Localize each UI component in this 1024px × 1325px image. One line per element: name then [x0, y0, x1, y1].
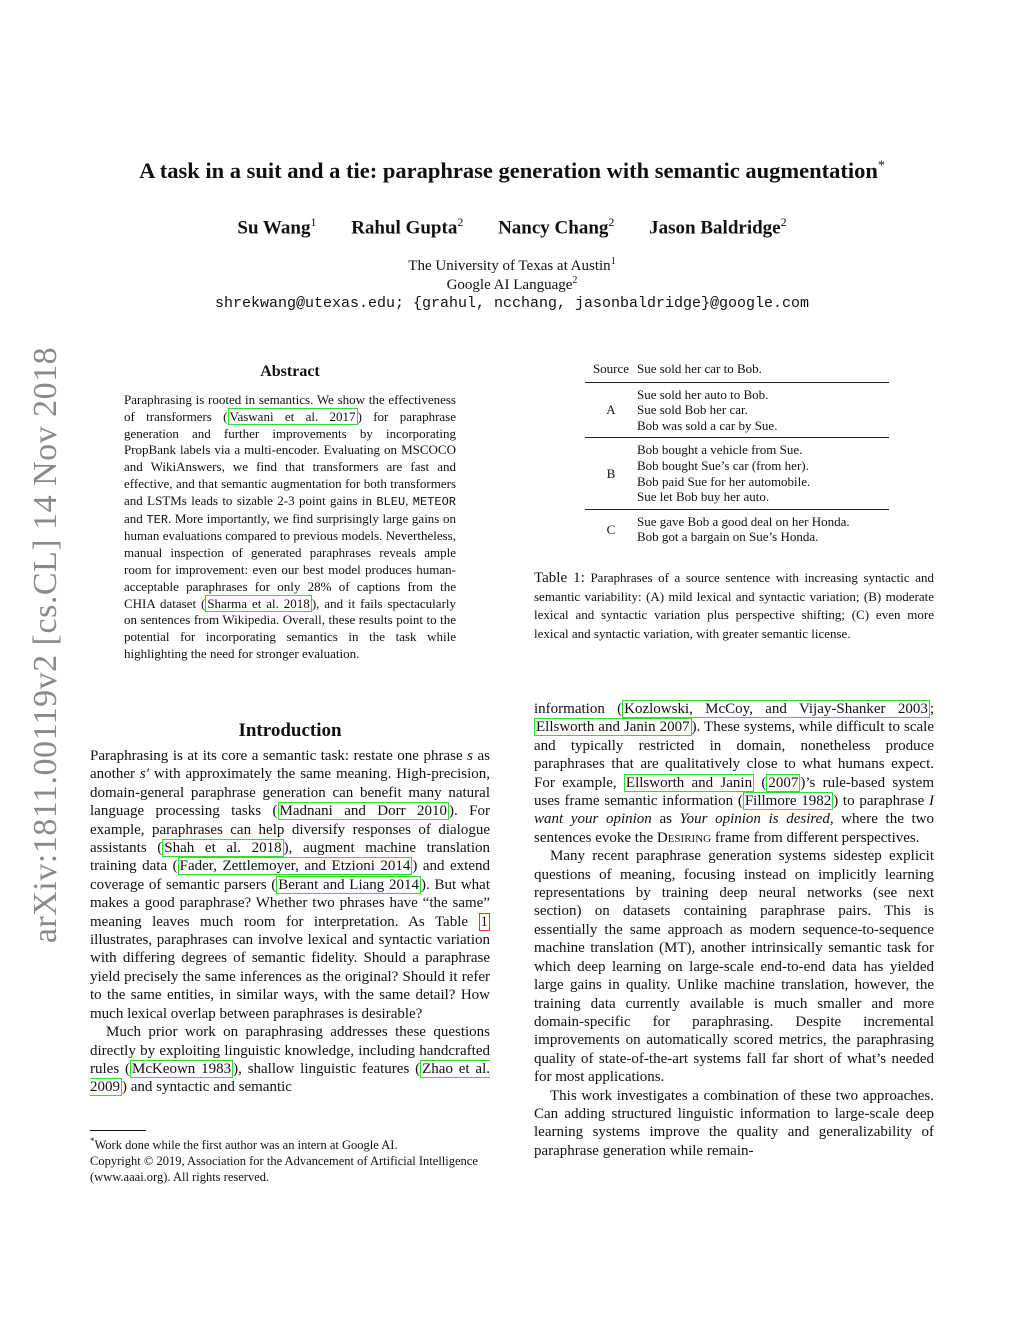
- affiliation-mark: 1: [610, 256, 616, 267]
- body-paragraph: Many recent paraphrase generation systems sidestep explicit questions of meaning, focusing instead on implicitly learning representations by training deep neural networks (see next section) on datasets containing paraphrase pairs. This is essentially the same approach as modern sequence-to-sequence machine translation (MT), another intrinsically semantic task for which deep learning on large-scale end-to-end data has yielded large gains in quality. Unlike machine translation, however, the training data currently available is much smaller and more domain-specific for paraphrasing. Despite incremental improvements on automatically scored metrics, the paraphrasing quality of state-of-the-art systems fall far short of what’s needed for most applications.: [534, 848, 934, 1086]
- table-row-group-b: [585, 438, 889, 509]
- row-label: A: [585, 382, 637, 438]
- paragraph-text: information (: [534, 701, 623, 717]
- paraphrase-line: Bob paid Sue for her automobile.: [637, 473, 811, 489]
- source-sentence: Sue sold her car to Bob.: [637, 358, 889, 382]
- table-row-group-c: [585, 509, 889, 549]
- math-var: s: [467, 748, 473, 764]
- paraphrase-line: Bob bought Sue’s car (from her).: [637, 457, 809, 473]
- paraphrase-table: [585, 358, 889, 549]
- footnote-mark: *: [90, 1136, 95, 1146]
- citation-link[interactable]: Berant and Liang 2014: [278, 876, 419, 893]
- abstract-body: [124, 392, 456, 663]
- metric-ter: TER: [146, 512, 169, 527]
- table-caption-text: Paraphrases of a source sentence with increasing syntactic and semantic variability: (A) mild lexical and syntactic variation; (B) moderate lexical and syntactic variation plus perspective shifting; (C) even more lexical and syntactic variation, with greater semantic license.: [534, 570, 935, 641]
- paragraph-text: with approximately the same meaning. High-precision, domain-general paraphrase generation can benefit many natural language processing tasks (: [90, 766, 490, 820]
- citation-link[interactable]: Shah et al. 2018: [164, 840, 282, 857]
- paragraph-text: ). But what makes a good paraphrase? Whether two phrases have “the same” meaning leaves much room for interpretation. As Table: [90, 876, 490, 930]
- paraphrase-line: Sue let Bob buy her auto.: [637, 489, 770, 505]
- citation-link[interactable]: Madnani and Dorr 2010: [279, 803, 447, 820]
- copyright-notice: Copyright © 2019, Association for the Advancement of Artificial Intelligence (www.aaai.org). All rights reserved.: [90, 1153, 478, 1184]
- paraphrase-lines: [637, 382, 889, 438]
- paraphrase-lines: [637, 509, 889, 549]
- example-sentence: Your opinion is desired: [679, 811, 830, 828]
- author: [351, 215, 463, 239]
- paragraph-text: ) and extend coverage of semantic parsers (: [90, 858, 491, 893]
- footnote-rule: [90, 1130, 146, 1131]
- citation-link[interactable]: Kozlowski, McCoy, and Vijay-Shanker 2003: [624, 701, 928, 717]
- paragraph-text: as another: [90, 748, 491, 783]
- author: [237, 215, 316, 239]
- author-affil-mark: 2: [457, 215, 464, 229]
- author-emails: shrekwang@utexas.edu; {grahul, ncchang, jasonbaldridge}@google.com: [214, 295, 810, 312]
- author-name: Rahul Gupta: [351, 217, 458, 239]
- paper-title-text: A task in a suit and a tie: paraphrase generation with semantic augmentation: [139, 158, 878, 183]
- citation-link[interactable]: Fillmore 1982: [744, 793, 832, 810]
- abstract-text: . More importantly, we find surprisingly large gains on human evaluations compared to previous models. Nevertheless, manual inspection of generated paraphrases reveals ample room for improvement: even our best model produces human-acceptable paraphrases for only 28% of captions from the CHIA dataset (: [124, 510, 456, 611]
- intro-paragraph: [90, 747, 490, 1023]
- affiliation-mark: 2: [572, 275, 578, 286]
- author-name: Jason Baldridge: [649, 217, 781, 239]
- paragraph-text: ;: [929, 701, 934, 717]
- citation-link[interactable]: 2007: [768, 774, 799, 791]
- paragraph-text: ), augment machine translation training data (: [90, 840, 490, 875]
- affiliation: [0, 256, 1024, 275]
- arxiv-identifier: arXiv:1811.00119v2 [cs.CL] 14 Nov 2018: [27, 346, 64, 944]
- math-var: s′: [139, 766, 150, 783]
- footnote: [90, 1130, 490, 1186]
- paragraph-text: illustrates, paraphrases can involve lexical and syntactic variation with differing degrees of semantic fidelity. Should a paraphrase yield precisely the same inferences as the original? Should it refer to the same entities, in similar ways, with the same detail? How much lexical overlap between paraphrases is desirable?: [90, 932, 490, 1022]
- paragraph-text: Much prior work on paraphrasing addresses these questions directly by exploiting linguistic knowledge, including handcrafted rules (: [90, 1024, 490, 1077]
- paragraph-text: frame from different perspectives.: [711, 829, 920, 846]
- footnote-note: [90, 1134, 490, 1154]
- paragraph-text: ). These systems, while difficult to scale and typically restricted in domain, nonetheless produce paraphrases that are qualitatively close to what humans expect. For example,: [534, 719, 934, 791]
- frame-name: Desiring: [656, 829, 712, 846]
- author-affil-mark: 2: [780, 215, 787, 229]
- citation-link[interactable]: Sharma et al. 2018: [207, 595, 310, 611]
- paragraph-text: (: [754, 774, 767, 791]
- author-name: Su Wang: [237, 217, 311, 239]
- right-column-body: [534, 700, 934, 1160]
- table-reference-link[interactable]: 1: [480, 913, 488, 930]
- arxiv-sidebar-stamp: [16, 346, 76, 944]
- paraphrase-line: Bob was sold a car by Sue.: [637, 417, 778, 433]
- author-list: [0, 215, 1024, 239]
- body-paragraph: This work investigates a combination of these two approaches. Can adding structured linguistic information to large-scale deep learning systems improve the quality and generalizability of paraphrase generation while remain-: [534, 1087, 934, 1159]
- paragraph-text: ), shallow linguistic features (: [233, 1060, 421, 1077]
- paraphrase-line: Bob bought a vehicle from Sue.: [637, 442, 803, 458]
- intro-paragraph: [90, 1023, 490, 1097]
- paraphrase-line: Sue gave Bob a good deal on her Honda.: [637, 513, 850, 529]
- abstract-text: ,: [405, 492, 413, 508]
- table-caption: [534, 569, 934, 643]
- author-affil-mark: 1: [310, 215, 317, 229]
- abstract-text: Paraphrasing is rooted in semantics. We show the effectiveness of transformers (: [124, 392, 456, 424]
- abstract-text: and: [124, 510, 147, 526]
- table-header-row: [585, 358, 889, 382]
- table-caption-label: Table 1:: [534, 570, 585, 586]
- row-label: Source: [585, 358, 637, 382]
- paraphrase-line: Bob got a bargain on Sue’s Honda.: [637, 529, 819, 545]
- affiliation: [0, 275, 1024, 294]
- paraphrase-lines: [637, 438, 889, 509]
- paragraph-text: ) and syntactic and semantic: [122, 1079, 292, 1096]
- citation-link[interactable]: McKeown 1983: [131, 1060, 232, 1077]
- paragraph-text: as: [651, 811, 680, 828]
- citation-link[interactable]: Zhao et al. 2009: [90, 1060, 490, 1096]
- section-heading-introduction: Introduction: [238, 720, 342, 741]
- paragraph-text: ). For example, paraphrases can help diversify responses of dialogue assistants (: [90, 803, 490, 857]
- title-footnote-mark: *: [877, 158, 885, 174]
- author-name: Nancy Chang: [498, 217, 609, 239]
- citation-link[interactable]: Ellsworth and Janin 2007: [536, 719, 690, 736]
- paragraph-text: )’s rule-based system uses frame semantic information (: [534, 774, 935, 810]
- metric-meteor: METEOR: [412, 494, 456, 509]
- row-label: B: [585, 438, 637, 509]
- paragraph-text: Paraphrasing is at its core a semantic task: restate one phrase: [90, 748, 468, 764]
- example-sentence: I want your opinion: [534, 793, 935, 828]
- paraphrase-line: Sue sold Bob her car.: [637, 402, 748, 418]
- abstract-heading: Abstract: [260, 363, 320, 380]
- body-paragraph: [534, 700, 934, 847]
- paragraph-text: ) to paraphrase: [833, 793, 930, 810]
- row-label: C: [606, 521, 616, 537]
- citation-link[interactable]: Ellsworth and Janin: [625, 774, 753, 791]
- author-affil-mark: 2: [608, 215, 615, 229]
- paragraph-text: , where the two sentences evoke the: [534, 811, 935, 846]
- affiliation-name: Google AI Language: [446, 277, 573, 293]
- table-row-group-a: [585, 382, 889, 438]
- abstract-text: ) for paraphrase generation and further improvements by incorporating PropBank labels via a multi-encoder. Evaluating on MSCOCO and WikiAnswers, we find that transformers are fast and effective, and that semantic augmentation for both transformers and LSTMs leads to sizable 2-3 point gains in: [124, 408, 456, 508]
- paraphrase-line: Sue sold her auto to Bob.: [637, 386, 769, 402]
- affiliation-name: The University of Texas at Austin: [408, 258, 611, 274]
- metric-bleu: BLEU: [376, 494, 406, 509]
- abstract-text: ), and it fails spectacularly on sentences from Wikipedia. Overall, these results point to the potential for incorporating semantics in the task while highlighting the need for stronger evaluation.: [124, 595, 457, 661]
- footnote-text: Work done while the first author was an intern at Google AI.: [94, 1138, 398, 1153]
- left-column-body: [90, 747, 490, 1097]
- author: [498, 215, 614, 239]
- citation-link[interactable]: Vaswani et al. 2017: [229, 408, 356, 424]
- citation-link[interactable]: Fader, Zettlemoyer, and Etzioni 2014: [179, 858, 411, 875]
- paper-title: [0, 158, 1024, 184]
- author: [649, 215, 786, 239]
